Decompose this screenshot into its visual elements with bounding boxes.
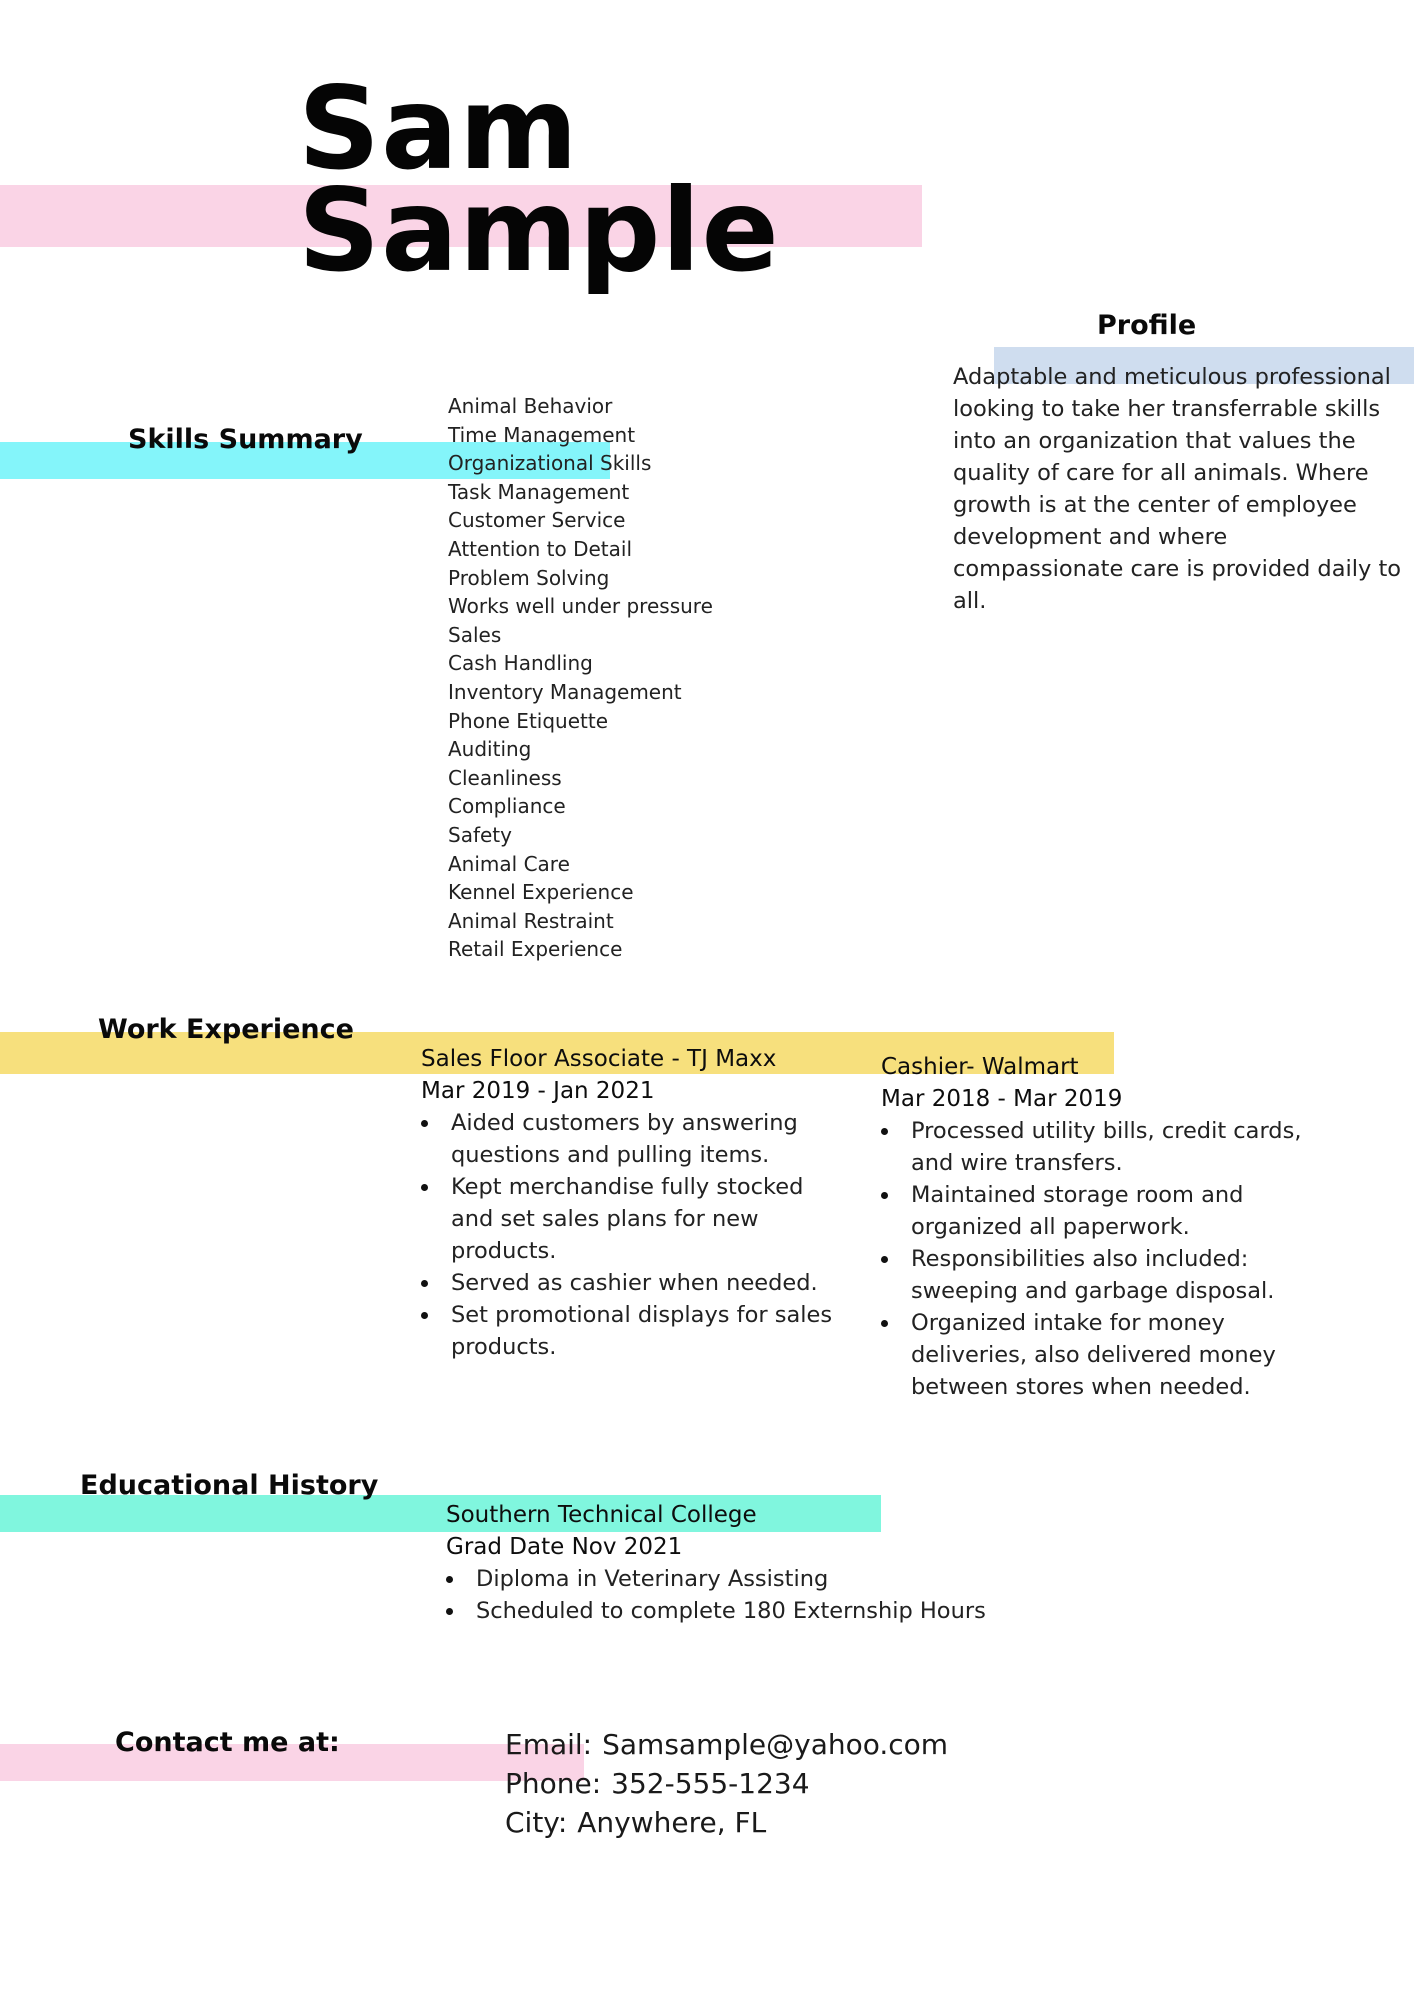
profile-text: Adaptable and meticulous professional looking to take her transferrable skills into an organization that values the quality of care for all animals. Where growth is at the center of employee development and where compassionate care is provided daily to all. [953,364,1402,614]
skill-item: Retail Experience [448,937,623,962]
education-detail: Scheduled to complete 180 Externship Hours [476,1595,1046,1627]
first-name: Sam [298,62,579,195]
skills-list [448,392,713,964]
skill-item: Task Management [448,479,630,504]
contact-phone-row [505,1764,948,1803]
skill-item: Cleanliness [448,765,562,790]
job-duty: Organized intake for money deliveries, also delivered money between stores when needed. [911,1307,1341,1403]
skill-item: Sales [448,622,502,647]
skill-item: Animal Behavior [448,394,613,418]
skill-item: Compliance [448,794,566,819]
skill-item: Inventory Management [448,679,682,704]
job-title: Sales Floor Associate - TJ Maxx [421,1046,777,1072]
phone-value[interactable]: 352-555-1234 [611,1767,810,1800]
skill-item: Works well under pressure [448,594,713,619]
city-value: Anywhere, FL [577,1806,767,1839]
resume-name [298,62,780,297]
job-duty: Processed utility bills, credit cards, and wire transfers. [911,1115,1341,1179]
skill-item: Safety [448,822,512,847]
skill-item: Customer Service [448,508,626,533]
skill-item: Animal Care [448,851,570,876]
skill-item: Attention to Detail [448,536,633,561]
skill-item: Animal Restraint [448,908,614,933]
job-title: Cashier- Walmart [881,1054,1079,1080]
email-value[interactable]: Samsample@yahoo.com [602,1728,949,1761]
skills-heading: Skills Summary [128,424,363,455]
email-label: Email: [505,1728,593,1761]
education-entry [446,1499,1046,1627]
job-dates: Mar 2018 - Mar 2019 [881,1086,1123,1112]
skill-item: Auditing [448,737,532,762]
job-duty: Aided customers by answering questions and pulling items. [451,1107,841,1171]
grad-date: Grad Date Nov 2021 [446,1534,683,1560]
job-walmart [881,1051,1341,1403]
education-heading: Educational History [80,1470,379,1501]
school-name: Southern Technical College [446,1502,757,1528]
skill-item: Phone Etiquette [448,708,609,733]
contact-heading: Contact me at: [115,1727,340,1758]
job-duty: Set promotional displays for sales products. [451,1299,841,1363]
skill-item: Cash Handling [448,651,593,676]
job-duty: Kept merchandise fully stocked and set sales plans for new products. [451,1171,841,1267]
skill-item: Problem Solving [448,565,610,590]
job-duty: Responsibilities also included: sweeping and garbage disposal. [911,1243,1341,1307]
job-duty: Maintained storage room and organized all paperwork. [911,1179,1341,1243]
city-label: City: [505,1806,568,1839]
last-name: Sample [298,164,780,297]
skill-item: Organizational Skills [448,451,652,476]
phone-label: Phone: [505,1767,602,1800]
skill-item: Time Management [448,422,636,447]
education-details [446,1563,1046,1627]
job-duties [881,1115,1341,1403]
profile-heading: Profile [1097,310,1197,341]
job-tj-maxx [421,1043,841,1363]
contact-city-row [505,1803,948,1842]
education-detail: Diploma in Veterinary Assisting [476,1563,1046,1595]
skill-item: Kennel Experience [448,880,634,905]
job-dates: Mar 2019 - Jan 2021 [421,1078,655,1104]
contact-list [505,1725,948,1842]
job-duty: Served as cashier when needed. [451,1267,841,1299]
job-duties [421,1107,841,1363]
contact-email-row [505,1725,948,1764]
work-heading: Work Experience [98,1014,354,1045]
